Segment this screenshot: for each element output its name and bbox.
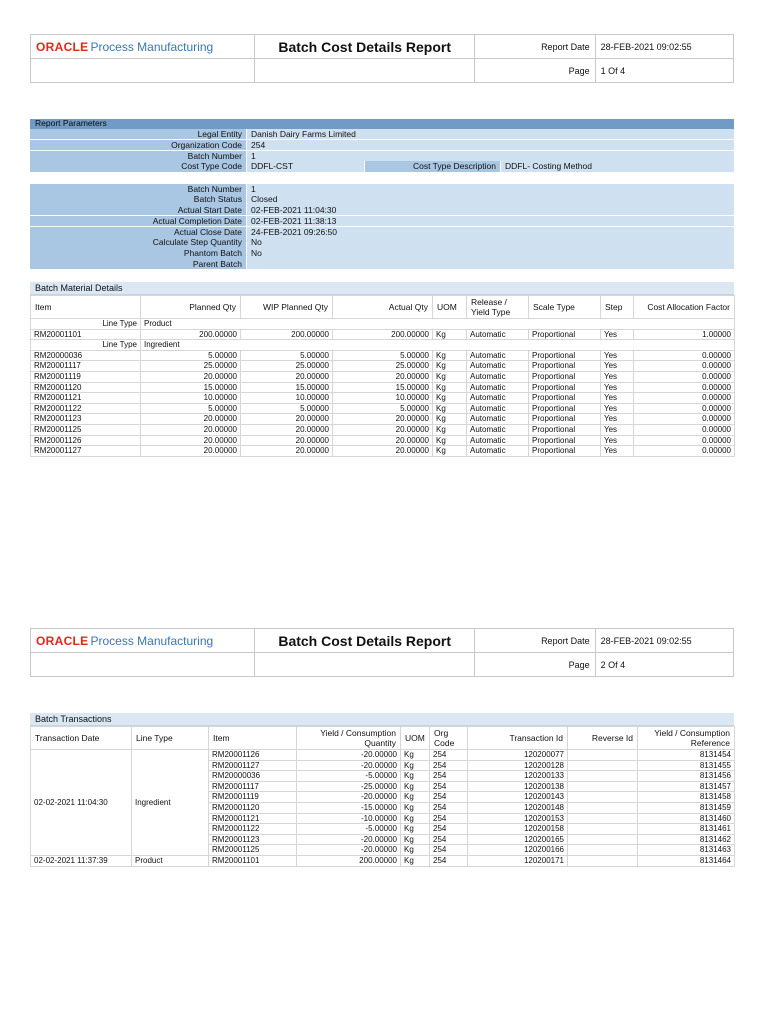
batch-material-details	[30, 282, 734, 457]
batch-number-row: Batch Number 1	[30, 184, 734, 194]
report-date-label: Report Date	[475, 35, 595, 59]
transaction-row: RM20001127 -20.00000 Kg 254 120200128 8131455	[31, 760, 735, 771]
material-header-row: Item Planned Qty WIP Planned Qty Actual Qty UOM Release / Yield Type Scale Type Step Cost Allocation Factor	[31, 296, 735, 319]
transactions-header-row: Transaction Date Line Type Item Yield / Consumption Quantity UOM Org Code Transaction Id Reverse Id Yield / Consumption Reference	[31, 727, 735, 750]
report-header-page-1	[30, 34, 734, 83]
page-label: Page	[475, 653, 595, 677]
material-row: RM20001120 15.00000 15.00000 15.00000 Kg Automatic Proportional Yes 0.00000	[31, 382, 735, 393]
param-batch-number: Batch Number 1	[30, 151, 734, 161]
material-row: RM20001119 20.00000 20.00000 20.00000 Kg Automatic Proportional Yes 0.00000	[31, 371, 735, 382]
page-value: 2 Of 4	[595, 653, 733, 677]
transaction-row: RM20001120 -15.00000 Kg 254 120200148 8131459	[31, 802, 735, 813]
transaction-date: 02-02-2021 11:37:39	[31, 855, 132, 866]
transaction-line-type: Ingredient	[132, 750, 209, 856]
actual-completion-row: Actual Completion Date 02-FEB-2021 11:38:13	[30, 216, 734, 226]
report-parameters	[30, 119, 734, 172]
material-row: RM20001126 20.00000 20.00000 20.00000 Kg Automatic Proportional Yes 0.00000	[31, 435, 735, 446]
report-date-value: 28-FEB-2021 09:02:55	[595, 35, 733, 59]
material-row: RM20001127 20.00000 20.00000 20.00000 Kg Automatic Proportional Yes 0.00000	[31, 446, 735, 457]
material-row: RM20001101 200.00000 200.00000 200.00000 Kg Automatic Proportional Yes 1.00000	[31, 329, 735, 340]
report-header-page-2	[30, 628, 734, 677]
transaction-row: 02-02-2021 11:37:39 Product RM20001101 200.00000 Kg 254 120200171 8131464	[31, 855, 735, 866]
transaction-row: RM20001125 -20.00000 Kg 254 120200166 8131463	[31, 845, 735, 856]
transaction-row: RM20001117 -25.00000 Kg 254 120200138 8131457	[31, 781, 735, 792]
oracle-logo: ORACLE Process Manufacturing	[31, 35, 255, 59]
param-cost-type: Cost Type Code DDFL-CST Cost Type Description DDFL- Costing Method	[30, 161, 734, 171]
page-value: 1 Of 4	[595, 59, 733, 83]
line-type-row: Line Type Ingredient	[31, 340, 735, 351]
phantom-batch-row: Phantom Batch No	[30, 248, 734, 258]
transaction-row: RM20000036 -5.00000 Kg 254 120200133 8131456	[31, 771, 735, 782]
report-date-value: 28-FEB-2021 09:02:55	[595, 629, 733, 653]
report-title: Batch Cost Details Report	[255, 35, 475, 59]
material-row: RM20001123 20.00000 20.00000 20.00000 Kg Automatic Proportional Yes 0.00000	[31, 414, 735, 425]
material-row: RM20001125 20.00000 20.00000 20.00000 Kg Automatic Proportional Yes 0.00000	[31, 424, 735, 435]
parent-batch-row: Parent Batch	[30, 259, 734, 269]
batch-info	[30, 183, 734, 269]
transaction-row: RM20001121 -10.00000 Kg 254 120200153 8131460	[31, 813, 735, 824]
transaction-date: 02-02-2021 11:04:30	[31, 750, 132, 856]
report-date-label: Report Date	[475, 629, 595, 653]
material-row: RM20001122 5.00000 5.00000 5.00000 Kg Automatic Proportional Yes 0.00000	[31, 403, 735, 414]
transaction-row: RM20001122 -5.00000 Kg 254 120200158 8131461	[31, 824, 735, 835]
page-label: Page	[475, 59, 595, 83]
batch-transactions	[30, 713, 734, 867]
material-row: RM20000036 5.00000 5.00000 5.00000 Kg Automatic Proportional Yes 0.00000	[31, 350, 735, 361]
material-table	[30, 295, 735, 457]
material-row: RM20001117 25.00000 25.00000 25.00000 Kg Automatic Proportional Yes 0.00000	[31, 361, 735, 372]
batch-status-row: Batch Status Closed	[30, 194, 734, 204]
transactions-section-title: Batch Transactions	[30, 713, 734, 726]
oracle-logo: ORACLE Process Manufacturing	[31, 629, 255, 653]
report-parameters-title: Report Parameters	[30, 119, 734, 129]
material-section-title: Batch Material Details	[30, 282, 734, 295]
transaction-row: RM20001119 -20.00000 Kg 254 120200143 8131458	[31, 792, 735, 803]
transaction-line-type: Product	[132, 855, 209, 866]
transaction-row: RM20001123 -20.00000 Kg 254 120200165 8131462	[31, 834, 735, 845]
param-org-code: Organization Code 254	[30, 140, 734, 150]
transaction-row: 02-02-2021 11:04:30 Ingredient RM20001126 -20.00000 Kg 254 120200077 8131454	[31, 750, 735, 761]
report-title: Batch Cost Details Report	[255, 629, 475, 653]
calc-step-qty-row: Calculate Step Quantity No	[30, 237, 734, 247]
param-legal-entity: Legal Entity Danish Dairy Farms Limited	[30, 129, 734, 139]
actual-close-row: Actual Close Date 24-FEB-2021 09:26:50	[30, 227, 734, 237]
actual-start-row: Actual Start Date 02-FEB-2021 11:04:30	[30, 205, 734, 215]
transactions-table	[30, 726, 735, 867]
material-row: RM20001121 10.00000 10.00000 10.00000 Kg Automatic Proportional Yes 0.00000	[31, 393, 735, 404]
line-type-row: Line Type Product	[31, 319, 735, 330]
